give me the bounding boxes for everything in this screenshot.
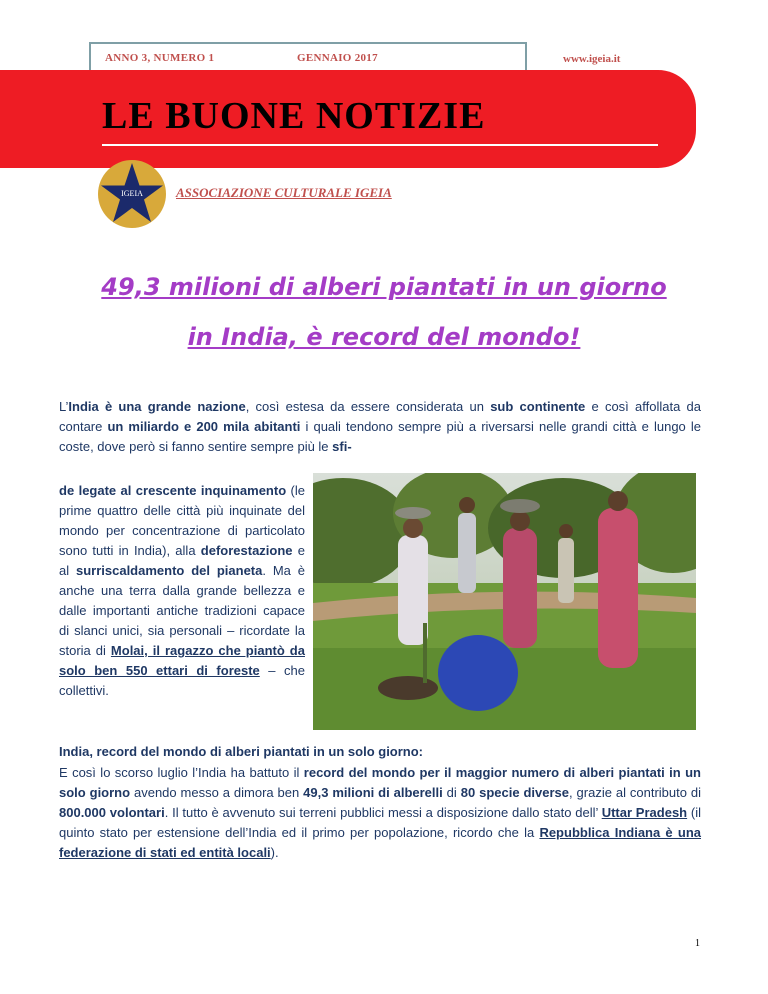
issue-label: ANNO 3, NUMERO 1 bbox=[105, 52, 215, 64]
repubblica-indiana-link[interactable]: Repubblica Indiana è una federazione di stati ed entità locali bbox=[59, 825, 701, 860]
paragraph-intro: L’India è una grande nazione, così estesa da essere considerata un sub continente e così affollata da contare un miliardo e 200 mila abitanti i quali tendono sempre più a riversarsi nelle grandi città e lungo le coste, dove però si fanno sentire sempre più le sfi- bbox=[59, 399, 701, 454]
article-title bbox=[40, 262, 728, 362]
article-photo bbox=[313, 473, 696, 730]
molai-link[interactable]: Molai, il ragazzo che piantò da solo ben 550 ettari di foreste bbox=[59, 643, 305, 678]
uttar-pradesh-link[interactable]: Uttar Pradesh bbox=[601, 805, 688, 820]
section-subheading: India, record del mondo di alberi piantati in un solo giorno: bbox=[59, 744, 424, 759]
page-number: 1 bbox=[695, 938, 700, 949]
date-label: GENNAIO 2017 bbox=[297, 52, 378, 64]
logo-text: IGEIA bbox=[121, 189, 143, 198]
paragraph-record: E così lo scorso luglio l’India ha battuto il record del mondo per il maggior numero di alberi piantati in un solo giorno avendo messo a dimora ben 49,3 milioni di alberelli di 80 specie diverse, grazie al contributo di 800.000 volontari. Il tutto è avvenuto sui terreni pubblici messi a disposizione dallo stato dell’ Uttar Pradesh (il quinto stato per estensione dell’India ed il primo per popolazione, ricordo che la Repubblica Indiana è una federazione di stati ed entità locali). bbox=[59, 765, 702, 860]
title-line-2: in India, è record del mondo! bbox=[187, 323, 581, 351]
igeia-logo bbox=[98, 160, 166, 228]
masthead-title: LE BUONE NOTIZIE bbox=[102, 95, 486, 137]
title-line-1: 49,3 milioni di alberi piantati in un giorno bbox=[101, 273, 667, 301]
masthead-rule bbox=[102, 144, 658, 146]
website-link[interactable]: www.igeia.it bbox=[563, 53, 621, 65]
association-name[interactable]: ASSOCIAZIONE CULTURALE IGEIA bbox=[176, 185, 392, 200]
paragraph-challenges: de legate al crescente inquinamento (le prime quattro delle città più inquinate del mondo per concentrazione di particolato sono tutti in India), alla deforestazione e al surriscaldamento del pianeta. Ma è anche una terra dalla grande bellezza e dalle importanti antiche tradizioni capace di slanci unici, sia personali – ricordate la storia di Molai, il ragazzo che piantò da solo ben 550 ettari di foreste – che collettivi. bbox=[59, 483, 305, 698]
